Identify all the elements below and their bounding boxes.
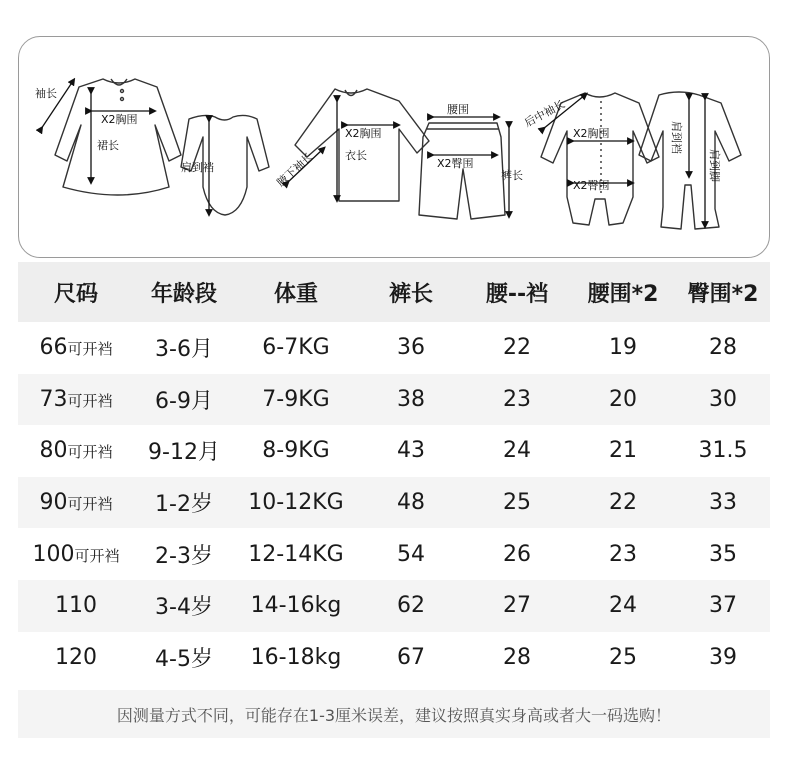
table-row (18, 632, 770, 684)
cell-size: 66可开裆 (39, 335, 113, 361)
cell-age: 9-12月 (148, 440, 220, 466)
cell-waist-crotch: 23 (503, 386, 531, 412)
cell-pants-length: 43 (397, 438, 425, 464)
cell-waist-x2: 22 (609, 490, 637, 516)
cell-pants-length: 38 (397, 386, 425, 412)
label-waist: 腰围 (447, 103, 469, 116)
cell-waist-x2: 21 (609, 438, 637, 464)
label-shoulder-foot-vertical: 肩到脚 (708, 149, 721, 182)
cell-size: 110 (55, 593, 97, 619)
romper-back-drawing (639, 92, 741, 229)
cell-waist-x2: 24 (609, 593, 637, 619)
cell-hip-x2: 35 (709, 541, 737, 567)
measurement-disclaimer: 因测量方式不同，可能存在1-3厘米误差，建议按照真实身高或者大一码选购！ (18, 690, 770, 738)
cell-waist-x2: 20 (609, 386, 637, 412)
dress-drawing (55, 79, 181, 195)
label-shoulder-crotch-vertical: 肩到裆 (670, 121, 683, 154)
cell-age: 6-9月 (155, 388, 213, 414)
label-shoulder-to-crotch: 肩到裆 (181, 161, 214, 174)
measurement-illustration-panel (18, 36, 770, 258)
cell-hip-x2: 33 (709, 490, 737, 516)
cell-size: 90可开裆 (39, 490, 113, 516)
cell-hip-x2: 37 (709, 593, 737, 619)
cell-pants-length: 62 (397, 593, 425, 619)
header-hip-x2: 臀围*2 (687, 281, 759, 307)
cell-waist-crotch: 27 (503, 593, 531, 619)
table-row (18, 374, 770, 426)
cell-hip-x2: 28 (709, 335, 737, 361)
cell-waist-x2: 23 (609, 541, 637, 567)
header-age: 年龄段 (150, 281, 217, 307)
cell-age: 3-4岁 (155, 595, 213, 621)
table-row (18, 580, 770, 632)
header-waist-x2: 腰围*2 (587, 281, 659, 307)
pants-drawing (419, 123, 505, 219)
cell-waist-crotch: 26 (503, 541, 531, 567)
cell-age: 1-2岁 (155, 492, 213, 518)
cell-waist-crotch: 28 (503, 644, 531, 670)
cell-waist-crotch: 22 (503, 335, 531, 361)
table-row (18, 528, 770, 580)
cell-waist-x2: 19 (609, 335, 637, 361)
cell-pants-length: 36 (397, 335, 425, 361)
cell-pants-length: 67 (397, 644, 425, 670)
label-chest-x2-shirt: X2胸围 (345, 127, 382, 140)
table-row (18, 322, 770, 374)
table-row (18, 477, 770, 529)
cell-waist-x2: 25 (609, 644, 637, 670)
label-skirt-length: 裙长 (97, 139, 119, 152)
label-chest-x2-dress: X2胸围 (101, 113, 138, 126)
label-garment-length: 衣长 (345, 149, 367, 162)
cell-age: 2-3岁 (155, 543, 213, 569)
cell-size: 120 (55, 644, 97, 670)
cell-hip-x2: 39 (709, 644, 737, 670)
label-chest-x2-romper: X2胸围 (573, 127, 610, 140)
cell-size: 73可开裆 (39, 386, 113, 412)
size-table (18, 262, 770, 683)
cell-weight: 10-12KG (248, 490, 344, 516)
cell-waist-crotch: 25 (503, 490, 531, 516)
shirt-drawing (295, 89, 429, 201)
table-header-row (18, 262, 770, 322)
cell-pants-length: 54 (397, 541, 425, 567)
label-back-sleeve: 后中袖长 (522, 97, 568, 130)
cell-pants-length: 48 (397, 490, 425, 516)
label-pants-length: 裤长 (501, 169, 523, 182)
cell-age: 4-5岁 (155, 646, 213, 672)
cell-hip-x2: 31.5 (698, 438, 748, 464)
label-hip-x2-pants: X2臀围 (437, 157, 474, 170)
cell-size: 80可开裆 (39, 438, 113, 464)
cell-waist-crotch: 24 (503, 438, 531, 464)
cell-weight: 7-9KG (262, 386, 330, 412)
header-waist-crotch: 腰--裆 (485, 281, 549, 307)
cell-weight: 8-9KG (262, 438, 330, 464)
garment-diagrams (19, 37, 771, 259)
header-size: 尺码 (53, 281, 98, 307)
label-underarm-sleeve: 腋下袖长 (274, 150, 316, 190)
cell-hip-x2: 30 (709, 386, 737, 412)
cell-age: 3-6月 (155, 337, 213, 363)
cell-weight: 12-14KG (248, 541, 344, 567)
header-pants-length: 裤长 (388, 281, 433, 307)
table-row (18, 425, 770, 477)
cell-weight: 14-16kg (250, 593, 342, 619)
cell-weight: 16-18kg (250, 644, 342, 670)
label-sleeve-length: 袖长 (35, 87, 57, 100)
label-hip-x2-romper: X2臀围 (573, 179, 610, 192)
header-weight: 体重 (273, 281, 318, 307)
cell-weight: 6-7KG (262, 335, 330, 361)
cell-size: 100可开裆 (32, 541, 120, 567)
